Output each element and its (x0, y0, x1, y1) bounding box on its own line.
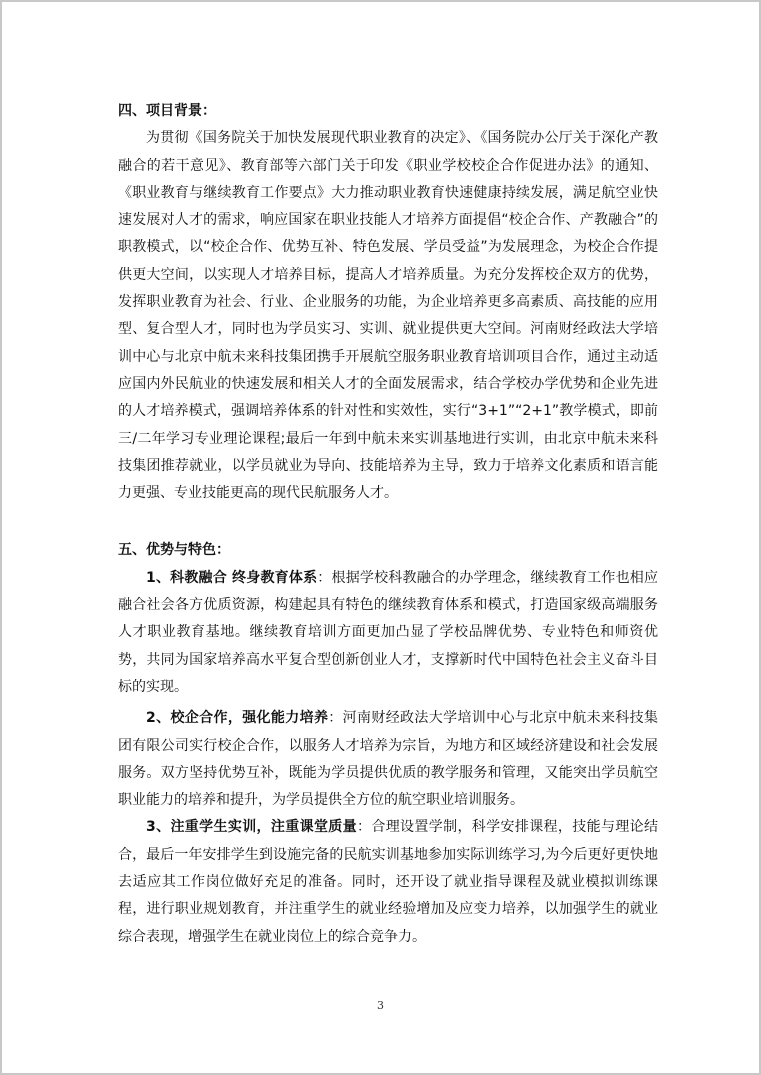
item-3-text: ：合理设置学制，科学安排课程，技能与理论结合，最后一年安排学生到设施完备的民航实训基地参加实际训练学习,为今后更好更快地去适应其工作岗位做好充足的准备。同时，还开设了就业指导课程及就业模拟训练课程，进行职业规划教育，并注重学生的就业经验增加及应变力培养，以加强学生的就业综合表现，增强学生在就业岗位上的综合竞争力。 (118, 819, 658, 945)
section4-heading: 四、项目背景： (118, 103, 216, 119)
item-2-text: ：河南财经政法大学培训中心与北京中航未来科技集团有限公司实行校企合作，以服务人才培养为宗旨，为地方和区域经济建设和社会发展服务。双方坚持优势互补，既能为学员提供优质的教学服务和管理，又能突出学员航空职业能力的培养和提升，为学员提供全方位的航空职业培训服务。 (118, 710, 658, 809)
item-2-lead: 2、校企合作，强化能力培养 (146, 710, 329, 727)
section-spacer (118, 507, 658, 537)
section5-item-2 (118, 705, 658, 814)
item-1-text: ：根据学校科教融合的办学理念，继续教育工作也相应融合社会各方优质资源，构建起具有特色的继续教育体系和模式，打造国家级高端服务人才职业教育基地。继续教育培训方面更加凸显了学校品牌优势、专业特色和师资优势，共同为国家培养高水平复合型创新创业人才，支撑新时代中国特色社会主义奋斗目标的实现。 (118, 569, 658, 695)
item-1-lead: 1、科教融合 终身教育体系 (146, 569, 318, 586)
page-content (118, 98, 658, 951)
section5-heading: 五、优势与特色： (118, 542, 230, 559)
item-3-lead: 3、注重学生实训，注重课堂质量 (146, 819, 357, 836)
section4-paragraph: 为贯彻《国务院关于加快发展现代职业教育的决定》、《国务院办公厅关于深化产教融合的若干意见》、教育部等六部门关于印发《职业学校校企合作促进办法》的通知、《职业教育与继续教育工作要点》大力推动职业教育快速健康持续发展，满足航空业快速发展对人才的需求，响应国家在职业技能人才培养方面提倡“校企合作、产教融合”的职教模式，以“校企合作、优势互补、特色发展、学员受益”为发展理念，为校企合作提供更大空间，以实现人才培养目标，提高人才培养质量。为充分发挥校企双方的优势，发挥职业教育为社会、行业、企业服务的功能，为企业培养更多高素质、高技能的应用型、复合型人才，同时也为学员实习、实训、就业提供更大空间。河南财经政法大学培训中心与北京中航未来科技集团携手开展航空服务职业教育培训项目合作，通过主动适应国内外民航业的快速发展和相关人才的全面发展需求，结合学校办学优势和企业先进的人才培养模式，强调培养体系的针对性和实效性，实行“3+1”“2+1”教学模式，即前三/二年学习专业理论课程;最后一年到中航未来实训基地进行实训，由北京中航未来科技集团推荐就业，以学员就业为导向、技能培养为主导，致力于培养文化素质和语言能力更强、专业技能更高的现代民航服务人才。 (118, 130, 658, 502)
section5-item-3 (118, 814, 658, 950)
section5-item-1 (118, 565, 658, 701)
page-number: 3 (377, 999, 384, 1012)
